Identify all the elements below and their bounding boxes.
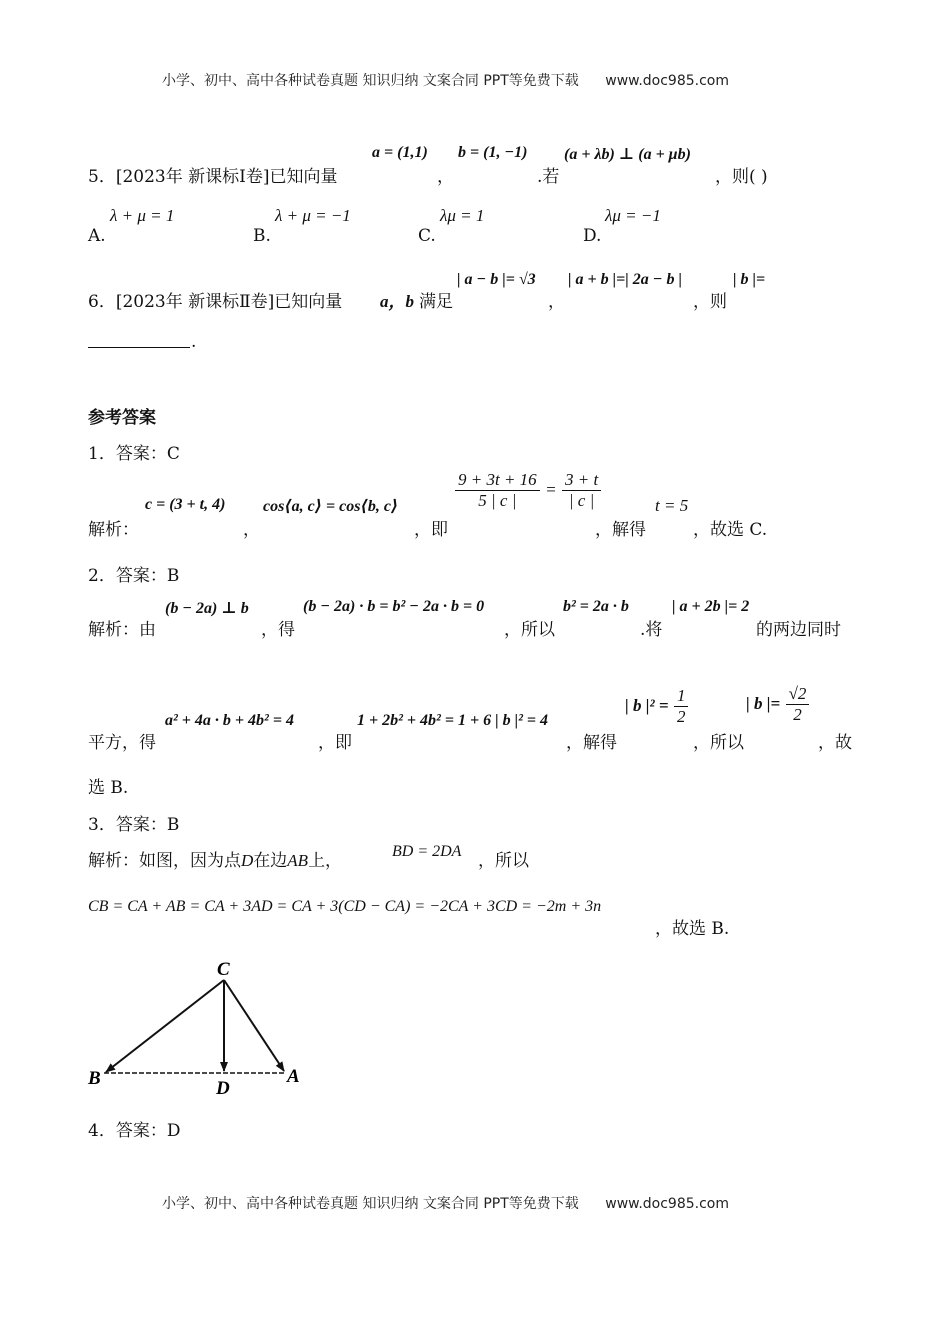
frac-denominator: 2 [793, 705, 802, 724]
answer-3-end: ，故选 B. [655, 919, 730, 939]
arrow-ca [224, 980, 284, 1071]
q5-option-b-label: B. [253, 226, 271, 246]
frac-denominator: 5 | c | [478, 491, 517, 510]
answer-2-ji: ，即 [318, 733, 352, 753]
answer-1-label: 解析： [88, 520, 139, 540]
q5-a-def: a = (1,1) [372, 144, 428, 161]
answer-3-e1: BD = 2DA [392, 843, 462, 860]
q6-answer-blank [88, 347, 190, 348]
q5-option-b-expr: λ + μ = −1 [275, 206, 351, 225]
footer-text: 小学、初中、高中各种试卷真题 知识归纳 文案合同 PPT等免费下载 [162, 1196, 579, 1212]
point-d-label: D [241, 851, 254, 870]
page-header [162, 70, 729, 90]
answer-2-e8 [746, 684, 809, 725]
answer-2-line3: 选 B. [88, 778, 129, 798]
q6-vars: a，b [380, 292, 414, 311]
q5-option-d-expr: λμ = −1 [605, 206, 661, 225]
answer-1-t: t = 5 [655, 496, 689, 515]
answer-2-jiang: .将 [640, 620, 663, 640]
header-site: www.doc985.com [605, 73, 729, 89]
frac-numerator: √2 [786, 684, 810, 705]
q6-ask: | b |= [733, 271, 766, 288]
answer-2-de: ，得 [261, 620, 295, 640]
answer-1-comma: ， [243, 520, 260, 540]
frac-numerator: 1 [674, 686, 689, 707]
q5-stem: 5．[2023年 新课标Ⅰ卷]已知向量 [88, 167, 338, 187]
q5-then: ，则( ) [715, 167, 768, 187]
answer-3-suoyi: ，所以 [478, 851, 529, 871]
answer-3-shang: 上， [308, 851, 343, 871]
frac-numerator: 3 + t [562, 470, 601, 491]
answer-1-ji: ，即 [414, 520, 448, 540]
answer-2-suoyi: ，所以 [504, 620, 555, 640]
answer-3-text-pre: 解析：如图，因为点 [88, 851, 241, 871]
answer-2-tail: 的两边同时 [756, 620, 841, 640]
answer-3-title: 3．答案：B [88, 815, 180, 835]
answer-2-e5: a² + 4a · b + 4b² = 4 [165, 712, 294, 729]
label-c: C [217, 959, 230, 980]
answer-2-label: 解析：由 [88, 620, 156, 640]
answer-2-e7 [625, 686, 688, 727]
q6-condition-2: | a + b |=| 2a − b | [568, 271, 683, 288]
b-squared-label: | b |² = [625, 696, 669, 715]
answer-2-e6: 1 + 2b² + 4b² = 1 + 6 | b |² = 4 [357, 712, 549, 729]
one-half-fraction [674, 686, 689, 727]
answer-2-title: 2．答案：B [88, 566, 180, 586]
q6-then: ，则 [693, 292, 727, 312]
q5-option-c-label: C. [418, 226, 436, 246]
footer-site: www.doc985.com [605, 1196, 729, 1212]
equals-sign: = [545, 480, 557, 499]
answer-2-e1: (b − 2a) ⊥ b [165, 600, 249, 617]
answer-2-suoyi2: ，所以 [693, 733, 744, 753]
frac-denominator: 2 [676, 707, 686, 726]
answer-1-end: ，故选 C. [693, 520, 768, 540]
segment-ab-label: AB [287, 851, 309, 870]
q6-comma: ， [548, 292, 565, 312]
q5-option-c-expr: λμ = 1 [440, 206, 485, 225]
answer-4-title: 4．答案：D [88, 1121, 181, 1141]
label-a: A [287, 1066, 300, 1087]
q5-if: .若 [537, 167, 560, 187]
label-b: B [88, 1068, 101, 1089]
q5-option-a-label: A. [88, 226, 106, 246]
answer-2-e3: b² = 2a · b [563, 598, 629, 615]
frac-numerator: 9 + 3t + 16 [455, 470, 540, 491]
q5-option-a-expr: λ + μ = 1 [110, 206, 175, 225]
answer-2-e4: | a + 2b |= 2 [672, 598, 750, 615]
answer-2-jiede: ，解得 [566, 733, 617, 753]
q5-b-def: b = (1, −1) [458, 144, 528, 161]
answer-2-line2: 平方，得 [88, 733, 156, 753]
q5-condition: (a + λb) ⊥ (a + μb) [564, 146, 691, 163]
q6-stem: 6．[2023年 新课标Ⅱ卷]已知向量 [88, 292, 343, 312]
answer-1-title: 1．答案：C [88, 444, 180, 464]
q6-end: . [191, 332, 197, 352]
answer-1-frac-right [562, 470, 601, 511]
answer-1-c-def: c = (3 + t, 4) [145, 496, 226, 513]
answer-1-cos-eq: cos⟨a, c⟩ = cos⟨b, c⟩ [263, 498, 399, 515]
arrow-cb [106, 980, 224, 1072]
answer-1-frac-left [455, 470, 540, 511]
answer-3-zaibian: 在边 [253, 851, 288, 871]
q6-satisfy: 满足 [419, 292, 453, 312]
q5-comma: ， [437, 167, 454, 187]
page-footer [162, 1193, 729, 1213]
answer-1-fraction-eq [455, 470, 601, 511]
frac-denominator: | c | [568, 491, 595, 510]
sqrt2-over-2-fraction [786, 684, 810, 725]
answer-3-text [88, 846, 342, 871]
q5-option-d-label: D. [583, 226, 602, 246]
answer-3-e2: CB = CA + AB = CA + 3AD = CA + 3(CD − CA) = −2CA + 3CD = −2m + 3n [88, 898, 602, 915]
q6-condition-1: | a − b |= √3 [457, 271, 536, 288]
header-text: 小学、初中、高中各种试卷真题 知识归纳 文案合同 PPT等免费下载 [162, 73, 579, 89]
answer-2-e2: (b − 2a) · b = b² − 2a · b = 0 [303, 598, 485, 615]
answer-1-jiede: ，解得 [595, 520, 646, 540]
b-abs-label: | b |= [746, 694, 781, 713]
label-d: D [216, 1078, 230, 1099]
triangle-figure [84, 955, 314, 1100]
answers-title: 参考答案 [88, 408, 156, 428]
answer-2-gu: ，故 [818, 733, 852, 753]
